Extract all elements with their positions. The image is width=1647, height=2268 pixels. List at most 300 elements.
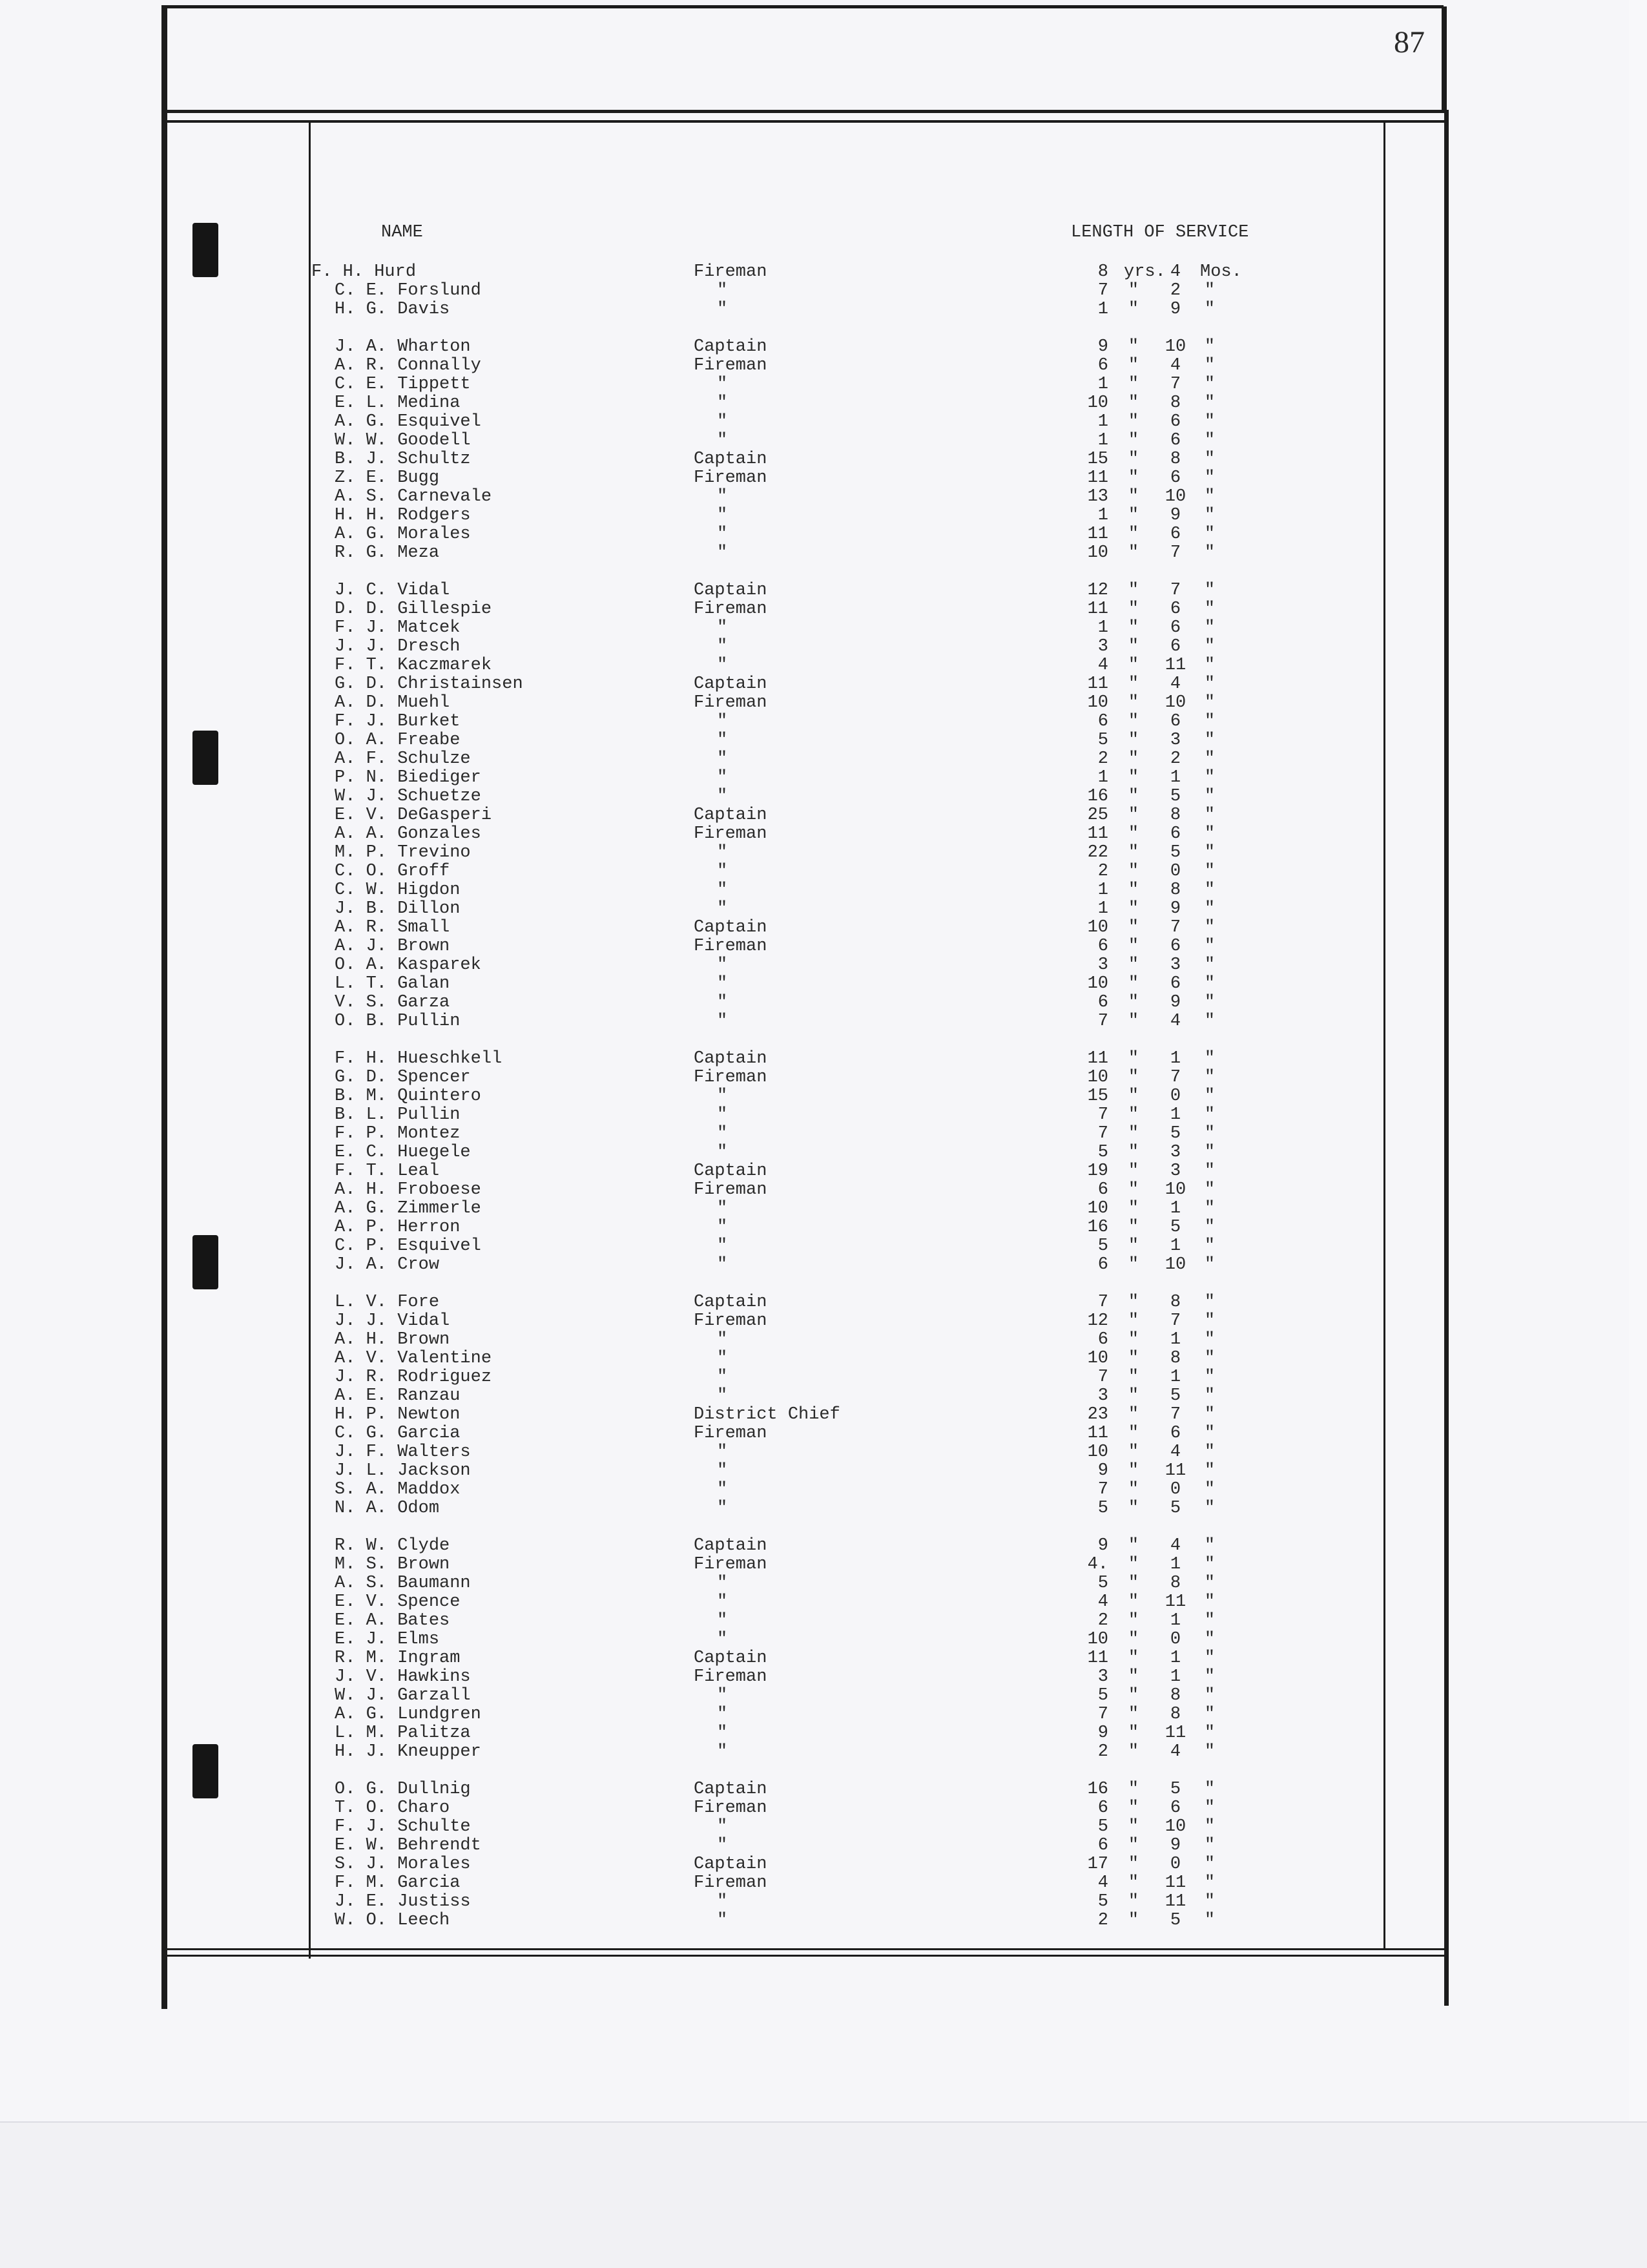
member-rank: Captain — [694, 1780, 767, 1799]
years-unit: " — [1128, 525, 1139, 544]
service-months: 6 — [1170, 937, 1181, 956]
months-unit: " — [1204, 1236, 1216, 1256]
months-unit: " — [1204, 862, 1216, 881]
roster-row — [0, 432, 1629, 450]
member-name: C. G. Garcia — [335, 1424, 461, 1443]
member-name: E. J. Elms — [335, 1630, 440, 1649]
member-name: C. W. Higdon — [335, 880, 461, 900]
months-unit: " — [1204, 581, 1216, 600]
service-years: 5 — [1097, 1686, 1108, 1705]
service-months: 11 — [1165, 1873, 1186, 1893]
roster-row — [0, 1481, 1629, 1499]
years-unit: " — [1128, 1124, 1139, 1143]
service-years: 6 — [1097, 1836, 1108, 1855]
months-unit: " — [1204, 1555, 1216, 1574]
service-years: 3 — [1097, 1667, 1108, 1687]
roster-row — [0, 338, 1629, 357]
service-months: 6 — [1170, 618, 1181, 638]
service-years: 5 — [1097, 1892, 1108, 1911]
months-unit: " — [1204, 599, 1216, 619]
service-months: 6 — [1170, 712, 1181, 731]
roster-row — [0, 1818, 1629, 1836]
months-unit: " — [1204, 393, 1216, 413]
service-months: 6 — [1170, 431, 1181, 450]
roster-row — [0, 600, 1629, 619]
roster-row — [0, 787, 1629, 806]
years-unit: " — [1128, 1236, 1139, 1256]
roster-row — [0, 1087, 1629, 1106]
service-months: 7 — [1170, 543, 1181, 563]
months-unit: " — [1204, 937, 1216, 956]
member-rank: " — [717, 712, 728, 731]
member-rank: " — [717, 955, 728, 975]
years-unit: " — [1128, 599, 1139, 619]
roster-row — [0, 1555, 1629, 1574]
service-years: 6 — [1097, 356, 1108, 375]
member-rank: " — [717, 393, 728, 413]
months-unit: " — [1204, 1349, 1216, 1368]
months-unit: " — [1204, 1461, 1216, 1481]
member-name: R. G. Meza — [335, 543, 440, 563]
roster-row — [0, 1237, 1629, 1256]
member-name: P. N. Biediger — [335, 768, 481, 787]
months-unit: " — [1204, 1817, 1216, 1836]
roster-row — [0, 1331, 1629, 1349]
roster-row — [0, 1593, 1629, 1612]
years-unit: " — [1128, 1461, 1139, 1481]
member-name: F. J. Matcek — [335, 618, 461, 638]
member-name: E. C. Huegele — [335, 1143, 471, 1162]
service-months: 1 — [1170, 1330, 1181, 1349]
member-name: A. R. Small — [335, 918, 450, 937]
member-name: F. J. Burket — [335, 712, 461, 731]
years-unit: " — [1128, 487, 1139, 506]
months-unit: " — [1204, 899, 1216, 919]
member-rank: " — [717, 375, 728, 394]
service-months: 10 — [1165, 1180, 1186, 1200]
service-years: 12 — [1087, 1311, 1108, 1331]
years-unit: " — [1128, 1836, 1139, 1855]
service-months: 3 — [1170, 955, 1181, 975]
months-unit: " — [1204, 281, 1216, 300]
member-rank: Fireman — [694, 1555, 767, 1574]
years-unit: " — [1128, 656, 1139, 675]
roster-row — [0, 488, 1629, 506]
member-rank: Fireman — [694, 937, 767, 956]
service-months: 1 — [1170, 1199, 1181, 1218]
service-months: 7 — [1170, 1068, 1181, 1087]
months-unit: " — [1204, 1012, 1216, 1031]
service-months: 8 — [1170, 1705, 1181, 1724]
roster-row — [0, 1668, 1629, 1687]
service-years: 1 — [1097, 412, 1108, 432]
service-years: 5 — [1097, 1574, 1108, 1593]
member-rank: Captain — [694, 806, 767, 825]
months-unit: " — [1204, 525, 1216, 544]
months-unit: " — [1204, 656, 1216, 675]
service-months: 10 — [1165, 337, 1186, 357]
service-months: 9 — [1170, 899, 1181, 919]
member-name: A. V. Valentine — [335, 1349, 492, 1368]
years-unit: " — [1128, 1817, 1139, 1836]
service-years: 2 — [1097, 749, 1108, 769]
roster-row — [0, 1050, 1629, 1068]
service-years: 5 — [1097, 1499, 1108, 1518]
years-unit: " — [1128, 1199, 1139, 1218]
service-years: 1 — [1097, 506, 1108, 525]
years-unit: " — [1128, 1667, 1139, 1687]
service-years: 10 — [1087, 1199, 1108, 1218]
roster-row — [0, 1424, 1629, 1443]
roster-row — [0, 656, 1629, 675]
months-unit: " — [1204, 1611, 1216, 1630]
roster-row — [0, 1687, 1629, 1705]
roster-row — [0, 1780, 1629, 1799]
roster-row — [0, 1012, 1629, 1031]
member-name: A. E. Ranzau — [335, 1386, 461, 1406]
service-months: 5 — [1170, 843, 1181, 862]
member-name: H. H. Rodgers — [335, 506, 471, 525]
roster-row — [0, 1256, 1629, 1274]
service-months: 2 — [1170, 281, 1181, 300]
member-name: A. F. Schulze — [335, 749, 471, 769]
member-name: J. J. Vidal — [335, 1311, 450, 1331]
years-unit: " — [1128, 1873, 1139, 1893]
months-unit: " — [1204, 487, 1216, 506]
member-name: C. E. Forslund — [335, 281, 481, 300]
service-years: 2 — [1097, 1742, 1108, 1762]
service-years: 1 — [1097, 899, 1108, 919]
roster-row — [0, 1406, 1629, 1424]
service-years: 16 — [1087, 1218, 1108, 1237]
service-years: 5 — [1097, 1817, 1108, 1836]
roster-row — [0, 1574, 1629, 1593]
years-unit: " — [1128, 1705, 1139, 1724]
months-unit: " — [1204, 674, 1216, 694]
years-unit: " — [1128, 955, 1139, 975]
member-name: T. O. Charo — [335, 1798, 450, 1818]
member-rank: " — [717, 487, 728, 506]
member-rank: Captain — [694, 581, 767, 600]
service-years: 10 — [1087, 974, 1108, 994]
member-rank: " — [717, 899, 728, 919]
service-months: 0 — [1170, 1855, 1181, 1874]
service-years: 6 — [1097, 712, 1108, 731]
years-unit: " — [1128, 1012, 1139, 1031]
years-unit: " — [1128, 1892, 1139, 1911]
member-rank: " — [717, 506, 728, 525]
member-rank: Fireman — [694, 1873, 767, 1893]
member-rank: " — [717, 1124, 728, 1143]
roster-row — [0, 263, 1629, 282]
service-months: 1 — [1170, 1611, 1181, 1630]
member-rank: " — [717, 525, 728, 544]
years-unit: " — [1128, 1161, 1139, 1181]
service-years: 25 — [1087, 806, 1108, 825]
member-name: A. G. Lundgren — [335, 1705, 481, 1724]
roster-row — [0, 1368, 1629, 1387]
member-name: H. P. Newton — [335, 1405, 461, 1424]
years-unit: " — [1128, 1686, 1139, 1705]
member-name: E. L. Medina — [335, 393, 461, 413]
months-unit: " — [1204, 1499, 1216, 1518]
roster-row — [0, 919, 1629, 937]
page-number: 87 — [1394, 25, 1425, 59]
roster-row — [0, 1312, 1629, 1331]
service-months: 10 — [1165, 693, 1186, 713]
months-unit: " — [1204, 1480, 1216, 1499]
months-unit: " — [1204, 1218, 1216, 1237]
service-years: 16 — [1087, 1780, 1108, 1799]
months-unit: " — [1204, 1199, 1216, 1218]
member-name: O. A. Kasparek — [335, 955, 481, 975]
member-rank: " — [717, 1087, 728, 1106]
service-months: 1 — [1170, 1236, 1181, 1256]
member-name: E. V. Spence — [335, 1592, 461, 1612]
member-name: J. E. Justiss — [335, 1892, 471, 1911]
service-months: 8 — [1170, 806, 1181, 825]
months-unit: " — [1204, 1368, 1216, 1387]
years-unit: " — [1128, 712, 1139, 731]
service-years: 3 — [1097, 955, 1108, 975]
member-rank: " — [717, 1911, 728, 1930]
service-years: 10 — [1087, 1349, 1108, 1368]
member-name: A. P. Herron — [335, 1218, 461, 1237]
years-unit: " — [1128, 1911, 1139, 1930]
service-years: 3 — [1097, 1386, 1108, 1406]
service-months: 0 — [1170, 1087, 1181, 1106]
service-months: 5 — [1170, 1780, 1181, 1799]
member-name: E. W. Behrendt — [335, 1836, 481, 1855]
member-rank: Fireman — [694, 262, 767, 282]
member-name: L. T. Galan — [335, 974, 450, 994]
service-years: 6 — [1097, 1798, 1108, 1818]
months-unit: " — [1204, 955, 1216, 975]
member-name: F. P. Montez — [335, 1124, 461, 1143]
service-years: 11 — [1087, 599, 1108, 619]
roster-row — [0, 1874, 1629, 1893]
service-years: 7 — [1097, 1293, 1108, 1312]
member-name: C. P. Esquivel — [335, 1236, 481, 1256]
months-unit: " — [1204, 450, 1216, 469]
roster-row — [0, 1649, 1629, 1668]
member-rank: Fireman — [694, 1311, 767, 1331]
service-years: 7 — [1097, 1124, 1108, 1143]
months-unit: " — [1204, 356, 1216, 375]
roster-row — [0, 450, 1629, 469]
member-name: F. T. Kaczmarek — [335, 656, 492, 675]
months-unit: " — [1204, 768, 1216, 787]
member-rank: District Chief — [694, 1405, 840, 1424]
roster-row — [0, 1200, 1629, 1218]
service-years: 11 — [1087, 468, 1108, 488]
years-unit: " — [1128, 281, 1139, 300]
member-name: A. H. Brown — [335, 1330, 450, 1349]
months-unit: " — [1204, 1649, 1216, 1668]
service-months: 1 — [1170, 1368, 1181, 1387]
years-unit: " — [1128, 937, 1139, 956]
service-months: 10 — [1165, 1255, 1186, 1274]
roster-row — [0, 525, 1629, 544]
roster-row — [0, 1724, 1629, 1743]
service-months: 6 — [1170, 525, 1181, 544]
service-years: 8 — [1097, 262, 1108, 282]
months-unit: " — [1204, 1780, 1216, 1799]
service-months: 7 — [1170, 918, 1181, 937]
member-name: L. V. Fore — [335, 1293, 440, 1312]
months-unit: " — [1204, 1143, 1216, 1162]
member-rank: " — [717, 1105, 728, 1125]
member-rank: " — [717, 1592, 728, 1612]
service-months: 5 — [1170, 1124, 1181, 1143]
service-years: 4 — [1097, 1592, 1108, 1612]
service-months: 9 — [1170, 506, 1181, 525]
service-years: 10 — [1087, 1630, 1108, 1649]
member-name: W. J. Garzall — [335, 1686, 471, 1705]
service-years: 2 — [1097, 862, 1108, 881]
years-unit: " — [1128, 674, 1139, 694]
member-name: A. R. Connally — [335, 356, 481, 375]
service-months: 3 — [1170, 731, 1181, 750]
years-unit: " — [1128, 1087, 1139, 1106]
service-years: 6 — [1097, 1330, 1108, 1349]
years-unit: " — [1128, 1780, 1139, 1799]
months-unit: " — [1204, 1836, 1216, 1855]
member-rank: " — [717, 656, 728, 675]
service-months: 7 — [1170, 1311, 1181, 1331]
years-unit: " — [1128, 356, 1139, 375]
roster-row — [0, 1799, 1629, 1818]
service-months: 6 — [1170, 824, 1181, 844]
member-name: M. P. Trevino — [335, 843, 471, 862]
months-unit: " — [1204, 1798, 1216, 1818]
years-unit: " — [1128, 543, 1139, 563]
member-rank: Captain — [694, 1649, 767, 1668]
member-rank: Captain — [694, 1293, 767, 1312]
member-rank: " — [717, 281, 728, 300]
service-months: 6 — [1170, 599, 1181, 619]
member-name: J. L. Jackson — [335, 1461, 471, 1481]
service-years: 13 — [1087, 487, 1108, 506]
roster-row — [0, 1162, 1629, 1181]
member-name: S. A. Maddox — [335, 1480, 461, 1499]
member-name: A. S. Carnevale — [335, 487, 492, 506]
service-years: 1 — [1097, 768, 1108, 787]
roster-row — [0, 282, 1629, 300]
roster-row — [0, 1293, 1629, 1312]
member-rank: " — [717, 1330, 728, 1349]
roster-row — [0, 357, 1629, 375]
years-unit: " — [1128, 749, 1139, 769]
service-years: 1 — [1097, 300, 1108, 319]
months-unit: " — [1204, 506, 1216, 525]
months-unit: " — [1204, 1873, 1216, 1893]
service-months: 1 — [1170, 1649, 1181, 1668]
member-rank: " — [717, 1199, 728, 1218]
service-years: 11 — [1087, 824, 1108, 844]
roster-row — [0, 1462, 1629, 1481]
months-unit: " — [1204, 1068, 1216, 1087]
member-name: F. T. Leal — [335, 1161, 440, 1181]
service-years: 11 — [1087, 674, 1108, 694]
member-name: F. H. Hueschkell — [335, 1049, 502, 1068]
service-months: 0 — [1170, 862, 1181, 881]
member-rank: " — [717, 862, 728, 881]
member-name: O. B. Pullin — [335, 1012, 461, 1031]
roster-row — [0, 581, 1629, 600]
roster-row — [0, 1630, 1629, 1649]
service-months: 1 — [1170, 1555, 1181, 1574]
years-unit: " — [1128, 693, 1139, 713]
member-name: J. B. Dillon — [335, 899, 461, 919]
member-rank: Fireman — [694, 1798, 767, 1818]
roster-row — [0, 1612, 1629, 1630]
service-months: 4 — [1170, 1012, 1181, 1031]
years-unit: " — [1128, 1386, 1139, 1406]
roster-row — [0, 1836, 1629, 1855]
member-rank: " — [717, 1480, 728, 1499]
member-rank: Fireman — [694, 468, 767, 488]
years-unit: " — [1128, 337, 1139, 357]
service-months: 11 — [1165, 1461, 1186, 1481]
years-unit: " — [1128, 1068, 1139, 1087]
member-name: A. G. Morales — [335, 525, 471, 544]
service-years: 7 — [1097, 1480, 1108, 1499]
service-years: 19 — [1087, 1161, 1108, 1181]
months-unit: " — [1204, 1536, 1216, 1555]
member-rank: Captain — [694, 674, 767, 694]
roster-row — [0, 769, 1629, 787]
member-rank: " — [717, 1255, 728, 1274]
roster-row — [0, 900, 1629, 919]
service-years: 5 — [1097, 731, 1108, 750]
service-months: 11 — [1165, 1592, 1186, 1612]
member-name: C. E. Tippett — [335, 375, 471, 394]
roster-row — [0, 694, 1629, 713]
member-rank: " — [717, 1705, 728, 1724]
months-unit: " — [1204, 637, 1216, 656]
member-rank: Captain — [694, 337, 767, 357]
member-rank: Fireman — [694, 599, 767, 619]
member-rank: Fireman — [694, 1180, 767, 1200]
years-unit: " — [1128, 1255, 1139, 1274]
member-rank: " — [717, 843, 728, 862]
member-name: A. G. Esquivel — [335, 412, 481, 432]
member-rank: " — [717, 1742, 728, 1762]
months-unit: " — [1204, 1705, 1216, 1724]
member-name: J. F. Walters — [335, 1442, 471, 1462]
years-unit: " — [1128, 1574, 1139, 1593]
service-years: 6 — [1097, 993, 1108, 1012]
member-rank: " — [717, 412, 728, 432]
service-months: 1 — [1170, 768, 1181, 787]
months-unit: " — [1204, 1255, 1216, 1274]
months-unit: " — [1204, 693, 1216, 713]
service-years: 9 — [1097, 1461, 1108, 1481]
member-name: F. M. Garcia — [335, 1873, 461, 1893]
member-rank: Fireman — [694, 693, 767, 713]
member-name: H. G. Davis — [335, 300, 450, 319]
service-years: 17 — [1087, 1855, 1108, 1874]
member-name: O. G. Dullnig — [335, 1780, 471, 1799]
roster-row — [0, 375, 1629, 394]
member-rank: " — [717, 543, 728, 563]
service-months: 1 — [1170, 1049, 1181, 1068]
years-unit: " — [1128, 1218, 1139, 1237]
years-unit: " — [1128, 899, 1139, 919]
service-months: 9 — [1170, 300, 1181, 319]
months-unit: " — [1204, 1405, 1216, 1424]
